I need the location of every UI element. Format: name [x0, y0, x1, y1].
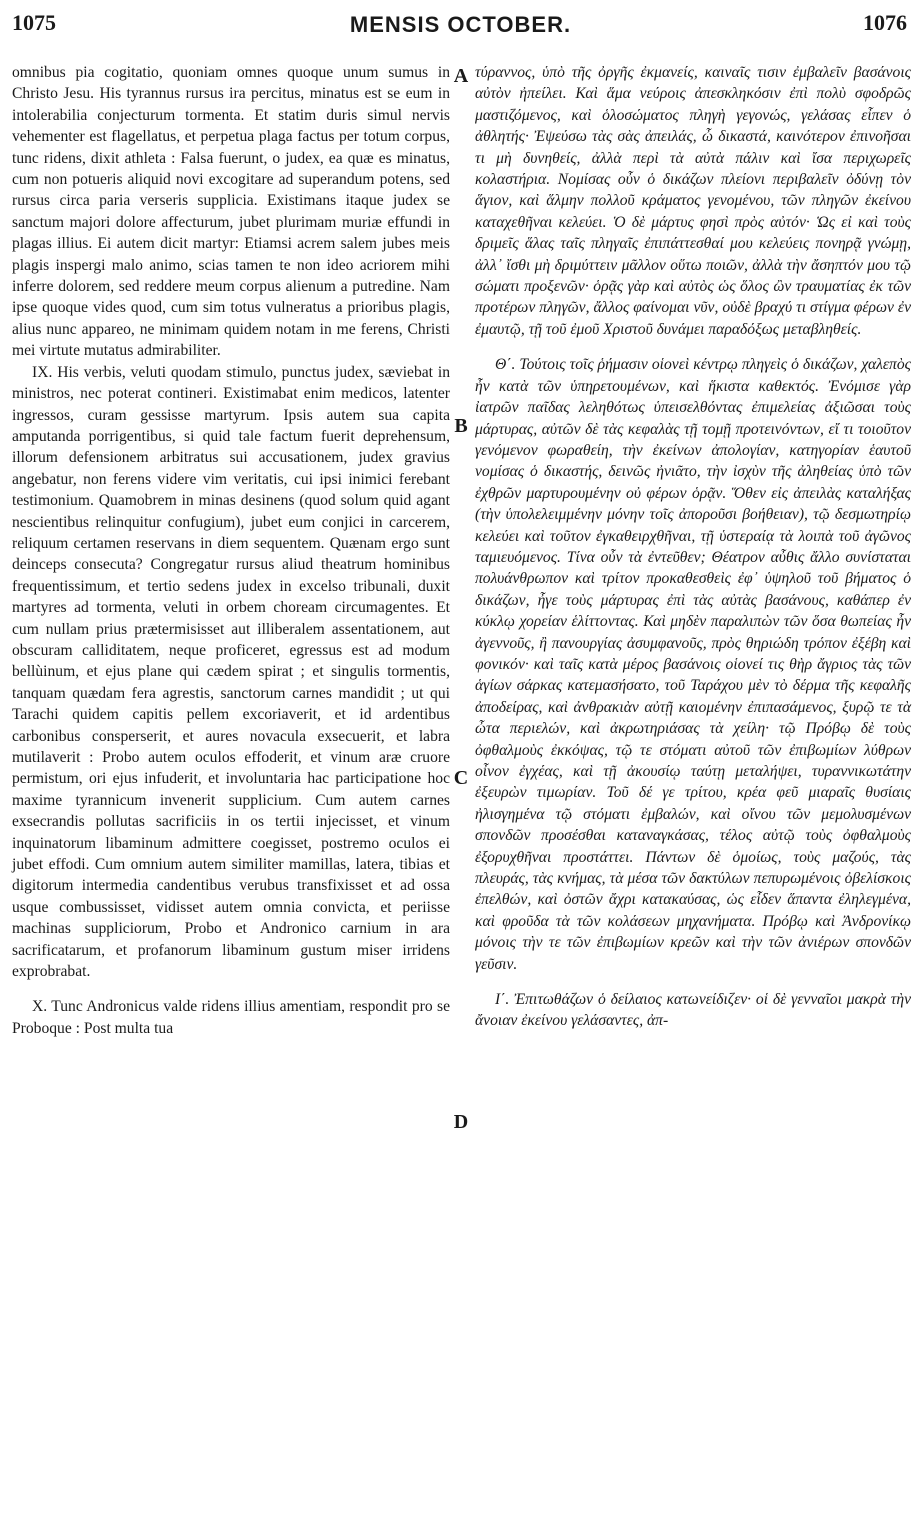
margin-marker-b: B [454, 415, 468, 437]
greek-paragraph-1: τύραννος, ὑπὸ τῆς ὀργῆς ἐκμανείς, καιναῖς τισιν ἐμβαλεῖν βασάνοις αὐτὸν ἠπείλει. Καὶ ἅμα νεύροις ἀπεσκληκόσιν ἐπὶ πολὺ σφοδρῶς μαστιζόμενος, καὶ ὁλοσώματος πληγὴ γεγονώς, γελάσας εἶπεν ὁ ἀθλητής· Ἐψεύσω τὰς σὰς ἀπειλάς, ὦ δικαστά, καινότερον ἐπινοῆσαι τι μὴ δυνηθείς, ἀλλὰ περὶ τὰ αὐτὰ πάλιν καὶ ἴσα περιχωρεῖς κολαστήρια. Νομίσας οὖν ὁ δικάζων πλείονι περιβαλεῖν ὀδύνῃ τὸν ἅγιον, καὶ ἅλμην πολλοῦ κράματος γενομένου, τῶν πληγῶν ἐκείνου καταχεθῆναι κελεύει. Ὁ δὲ μάρτυς φησὶ πρὸς αὐτόν· Ὡς εἰ καὶ τοὺς δριμεῖς ἅλας ταῖς πληγαῖς ἐπιπάττεσθαί μου κελεύεις πονηρᾷ γνώμῃ, ἀλλ᾽ ἴσθι μὴ δριμύττειν μᾶλλον οὕτω ποιῶν, ἀλλὰ τὴν ἄσηπτόν μου τῷ σώματι προξενῶν· ὁρᾷς γὰρ καὶ αὐτὸς ὡς ὅλος ὢν τραυματίας ἐκ τῶν προτέρων πληγῶν, ἄλλος φαίνομαι νῦν, οὐδὲ βραχύ τι στίγμα φέρων ἐν ἐμαυτῷ, τῇ τοῦ ἐμοῦ Χριστοῦ δυνάμει παραδόξως μεταβληθείς. [475, 64, 911, 338]
latin-paragraph-x: X. Tunc Andronicus valde ridens illius amentiam, respondit pro se Proboque : Post multa tua [12, 998, 450, 1037]
margin-marker-c: C [453, 767, 469, 789]
page-header [0, 4, 921, 44]
latin-paragraph-1: omnibus pia cogitatio, quoniam omnes quoque unum sumus in Christo Jesu. His tyrannus rursus ira percitus, minatus est se eum in intolerabilia conjecturum tormenta. Et statim duris simul nervis vehementer est flagellatus, et perpetua plaga factus per totum corpus, tunc ridens, dixit athleta : Falsa fuerunt, o judex, ea quæ es minatus, cum non potueris aliquid novi excogitare ad superandum potens, sed rursus circa paria verseris supplicia. Existimans itaque judex se sanctum majori dolore affecturum, jubet plurimam muriæ effundi in plagas illius. Ei autem dicit martyr: Etiamsi acrem salem jubes meis plagis inspergi malo animo, scias tamen te non ideo acriorem mihi inferre dolorem, sed reddere meum corpus alienum a putredine. Nam ipse quoque vides quod, cum sim totus vulneratus a prioribus plagis, alius nunc appareo, ne minimam quidem notam in me ferens, Christi mei virtute mutatus admirabiliter. [12, 64, 450, 360]
greek-paragraph-theta: Θ΄. Τούτοις τοῖς ῥήμασιν οἱονεὶ κέντρῳ πληγεὶς ὁ δικάζων, χαλεπὸς ἦν κατὰ τῶν ὑπηρετουμένων, καὶ ἥκιστα καθεκτός. Ἐνόμισε γὰρ ἰατρῶν παῖδας λεληθότως ὑπεισελθόντας ἐπιμελείας ἀξιῶσαι τοὺς μάρτυρας, αὐτῶν δὲ τὰς κεφαλὰς τῇ τομῇ προτεινόντων, εἴ τι τοιοῦτον γενόμενον φωραθείη, τὴν ἐκείνων ἀπολογίαν, κατηγορίαν ἑαυτοῦ νομίσας ὁ δικαστής, δεινῶς ἠνιᾶτο, τὴν ἰσχὺν τῆς ἀληθείας ὑπὸ τῶν ἐχθρῶν μαρτυρουμένην οὐ φέρων ὁρᾷν. Ὅθεν εἰς ἀπειλὰς καταλήξας (τὴν ὑπολελειμμένην μόνην τοῖς ἀποροῦσι βοήθειαν), τῷ δεσμωτηρίῳ κελεύει καὶ τοῦτον ἐγκαθειρχθῆναι, τῇ ὑστεραίᾳ τὰ λοιπὰ τοῦ ἀγῶνος ταμιευόμενος. Τίνα οὖν τὰ ἐντεῦθεν; Θέατρον αὖθις ἄλλο συνίσταται πολυάνθρωπον καὶ τρίτον προκαθεσθεὶς ἐφ᾽ ὑψηλοῦ τοῦ βήματος ὁ δικάζων, ἦγε τοὺς μάρτυρας ἐπὶ τὰς αὐτὰς βασάνους, καθάπερ ἐν κύκλῳ χορείαν ἑλίττοντας. Καὶ μηδὲν παραλιπὼν τῶν ὅσα θωπείας ἦν ἀγεννοῦς, ἢ πανουργίας ἀσυμφανοῦς, πρὸς θηριώδη τρόπον ἐξέβη καὶ φονικόν· καὶ ταῖς κατὰ μέρος βασάνοις οἱονεί τις θὴρ ἄγριος τὰς τῶν ἁγίων σάρκας κατεμασήσατο, τοῦ Ταράχου μὲν τὸ δέρμα τῆς κεφαλῆς ἀποδείρας, καὶ ἀνθρακιὰν αὐτῇ καιομένην ἐπιπασάμενος, ξυρῷ τε τὰ ὦτα περιελών, καὶ ἀκρωτηριάσας τὰ χείλη· τῷ Πρόβῳ δὲ τοὺς ὀφθαλμοὺς ἐκκόψας, τῷ τε στόματι αὐτοῦ τῶν ἐπιβωμίων λύθρων οἶνον ἐγχέας, καὶ τῇ ἀκουσίῳ ταύτῃ μεταλήψει, τυραννικωτάτην ἐξευρὼν τιμωρίαν. Τοῦ δέ γε τρίτου, κρέα φεῦ μιαραῖς θυσίαις ἠλισγημένα τῷ στόματι ἐμβαλών, καὶ οἴνου τῶν μεμολυσμένων σπονδῶν προσέσθαι καταναγκάσας, τέλος αὐτῷ τοὺς ὀφθαλμοὺς ἐξορυχθῆναι προστάττει. Πάντων δὲ ὁμοίως, τοὺς μαζούς, τὰς πλευράς, τὰς κνήμας, τὰ μέσα τῶν δακτύλων πεπυρωμένοις ὀβελίσκοις ἐπελθών, καὶ ὀστῶν ἄχρι κατακαύσας, ὡς εἶδεν ἅπαντα ἐληλεγμένα, καὶ φροῦδα τὰ τῶν κολάσεων μηχανήματα. Πρόβῳ καὶ Ἀνδρονίκῳ μόνοις τὴν τε τῶν ἐπιβωμίων κρεῶν καὶ τὴν τῶν ἀνιέρων σπονδῶν γεῦσιν. [475, 356, 911, 973]
margin-marker-d: D [453, 1111, 469, 1133]
margin-marker-a: A [453, 65, 469, 87]
greek-paragraph-iota: Ι΄. Ἐπιτωθάζων ὁ δείλαιος κατωνείδιζεν· οἱ δὲ γενναῖοι μακρὰ τὴν ἄνοιαν ἐκείνου γελάσαντες, ἀπ- [475, 991, 911, 1030]
page-number-left: 1075 [12, 10, 56, 35]
page-number-right: 1076 [863, 10, 907, 35]
running-title: MENSIS OCTOBER. [349, 12, 572, 37]
latin-column [12, 62, 450, 1039]
latin-paragraph-ix: IX. His verbis, veluti quodam stimulo, punctus judex, sæviebat in ministros, nec poterat contineri. Existimabat enim medicos, latenter ingressos, curam gessisse martyrum. Ipsis autem sua capita amputanda porrigentibus, si quid tale factum fuerit deprehensum, illorum defensionem arbitratus sui accusationem, judex gravius angebatur, non ferens videre vim veritatis, cui ipsi inimici ferebant testimonium. Quamobrem in minas desinens (quod solum quid agant nescientibus relinquitur confugium), jubet eum conjici in carcerem, reliquum certamen reservans in diem sequentem. Quænam ergo sunt deinceps consecuta? Congregatur rursus aliud theatrum hominibus frequentissimum, et tertio sedens judex in excelso tribunali, duxit martyres ad tormenta, veluti in orbem choream circumagentes. Et cum nullam prius prætermisisset aut illiberalem assentationem, aut obscuram calliditatem, neque proficeret, egressus est ad modum bellùinum, et ejus plane qui cædem spirat ; et singulis tormentis, tanquam quædam fera agrestis, sanctorum carnes mandidit ; ut qui Tarachi quidem capitis pellem excoriaverit, et id ardentibus carbonibus consperserit, et aures novacula exsecuerit, et labra mutilaverit : Probo autem oculos effoderit, et vinum aræ cruore permistum, ori ejus infuderit, et involuntaria hac participatione hoc maxime tyrannicum invenerit supplicium. Cum autem carnes exsecrandis pollutas sacrificiis in os tertii injecisset, et vinum inquinatorum libaminum admittere coegisset, postremo oculos ei jubet effodi. Cum omnium autem similiter mamillas, latera, tibias et digitorum intermedia candentibus verubus transfixisset et ad ossa usque combussisset, vidisset autem omnia convicta, et periisse machinas suppliciorum, Probo et Andronico carnium in ara sacrificatarum, et profanorum libaminum gustum miser irridens exprobrabat. [12, 363, 450, 981]
greek-column [475, 62, 911, 1032]
